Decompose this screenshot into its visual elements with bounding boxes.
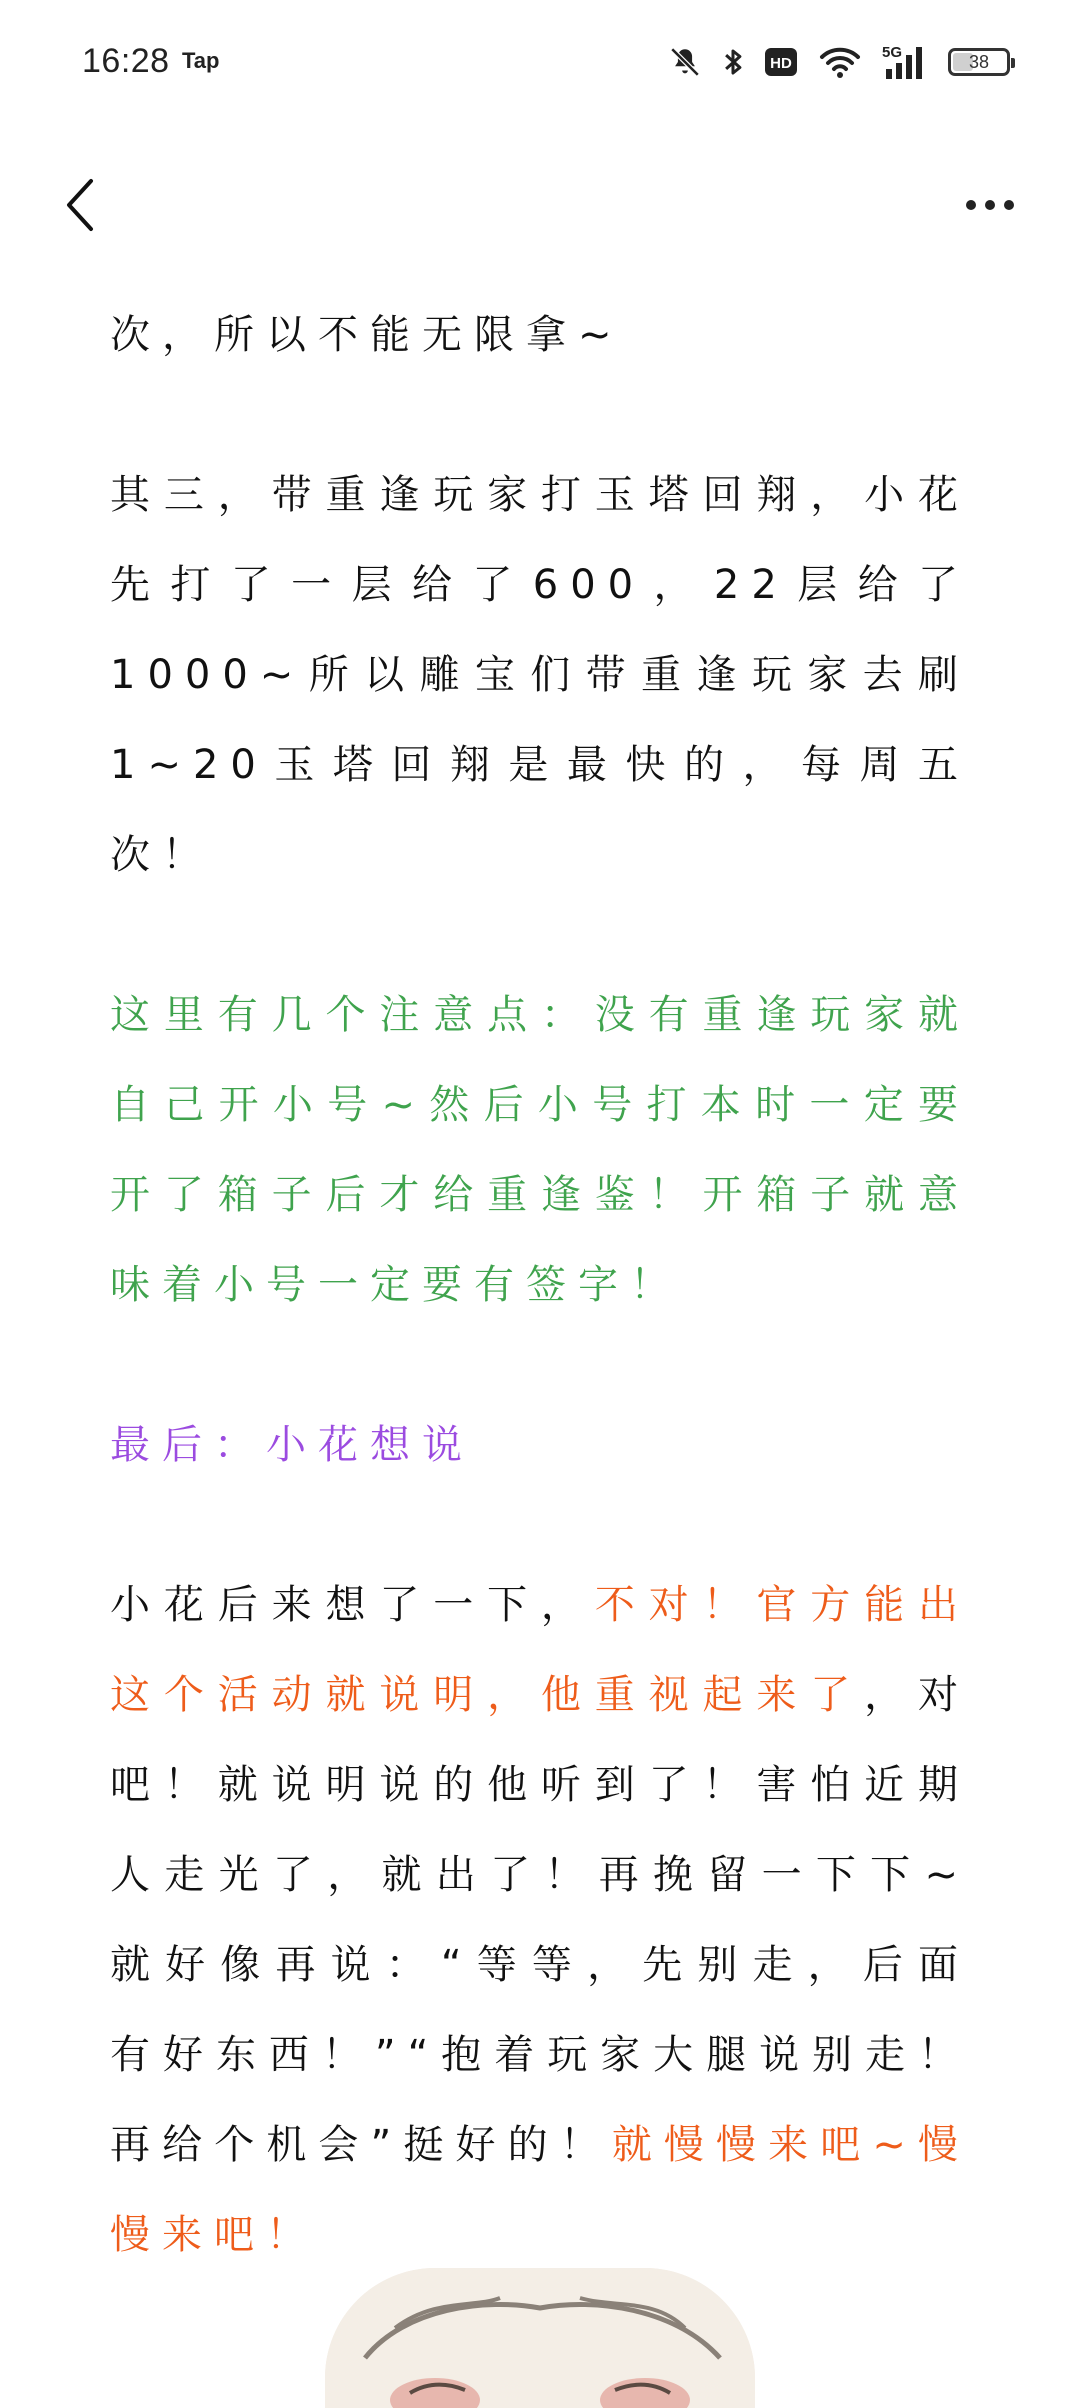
status-icons [668, 40, 1010, 84]
battery-level: 38 [968, 51, 990, 72]
more-button[interactable] [950, 180, 1030, 230]
status-app-label: Tap [182, 48, 220, 73]
cellular-5g-icon [882, 43, 928, 81]
more-dots-icon [985, 200, 995, 210]
paragraph: 次，所以不能无限拿~ [110, 312, 624, 358]
paragraph [110, 1560, 970, 2280]
svg-text:HD: HD [770, 55, 792, 72]
hd-icon [764, 47, 798, 77]
status-time: 16:28 [82, 42, 170, 80]
article-body [110, 290, 970, 2350]
chevron-left-icon [63, 177, 97, 233]
paragraph: 其三，带重逢玩家打玉塔回翔，小花先打了一层给了600，22层给了1000~所以雕宝们带重逢玩家去刷1~20玉塔回翔是最快的，每周五次！ [110, 472, 970, 878]
battery-icon [948, 48, 1010, 76]
text-span: ，对吧！就说明说的他听到了！害怕近期人走光了，就出了！再挽留一下下~就好像再说：“等等，先别走，后面有好东西！”“抱着玩家大腿说别走！再给个机会”挺好的！ [110, 1672, 971, 2168]
highlight-text: 不对！官方能出这个活动就说明，他重视起来了 [110, 1582, 971, 1718]
highlight-note-paragraph: 这里有几个注意点：没有重逢玩家就自己开小号~然后小号打本时一定要开了箱子后才给重逢鉴！开箱子就意味着小号一定要有签字！ [110, 992, 970, 1308]
top-nav-bar [0, 150, 1080, 260]
highlight-text: 就慢慢来吧~慢慢来吧！ [110, 2122, 970, 2258]
status-bar [0, 0, 1080, 130]
network-label: 5G [882, 44, 903, 61]
more-dots-icon [966, 200, 976, 210]
wifi-icon [818, 45, 862, 79]
back-button[interactable] [50, 170, 110, 240]
text-span: 小花后来想了一下， [110, 1582, 595, 1628]
mute-bell-icon [668, 45, 702, 79]
more-dots-icon [1004, 200, 1014, 210]
sticker-image [325, 2268, 755, 2408]
section-heading: 最后：小花想说 [110, 1422, 474, 1468]
bluetooth-icon [722, 45, 744, 79]
